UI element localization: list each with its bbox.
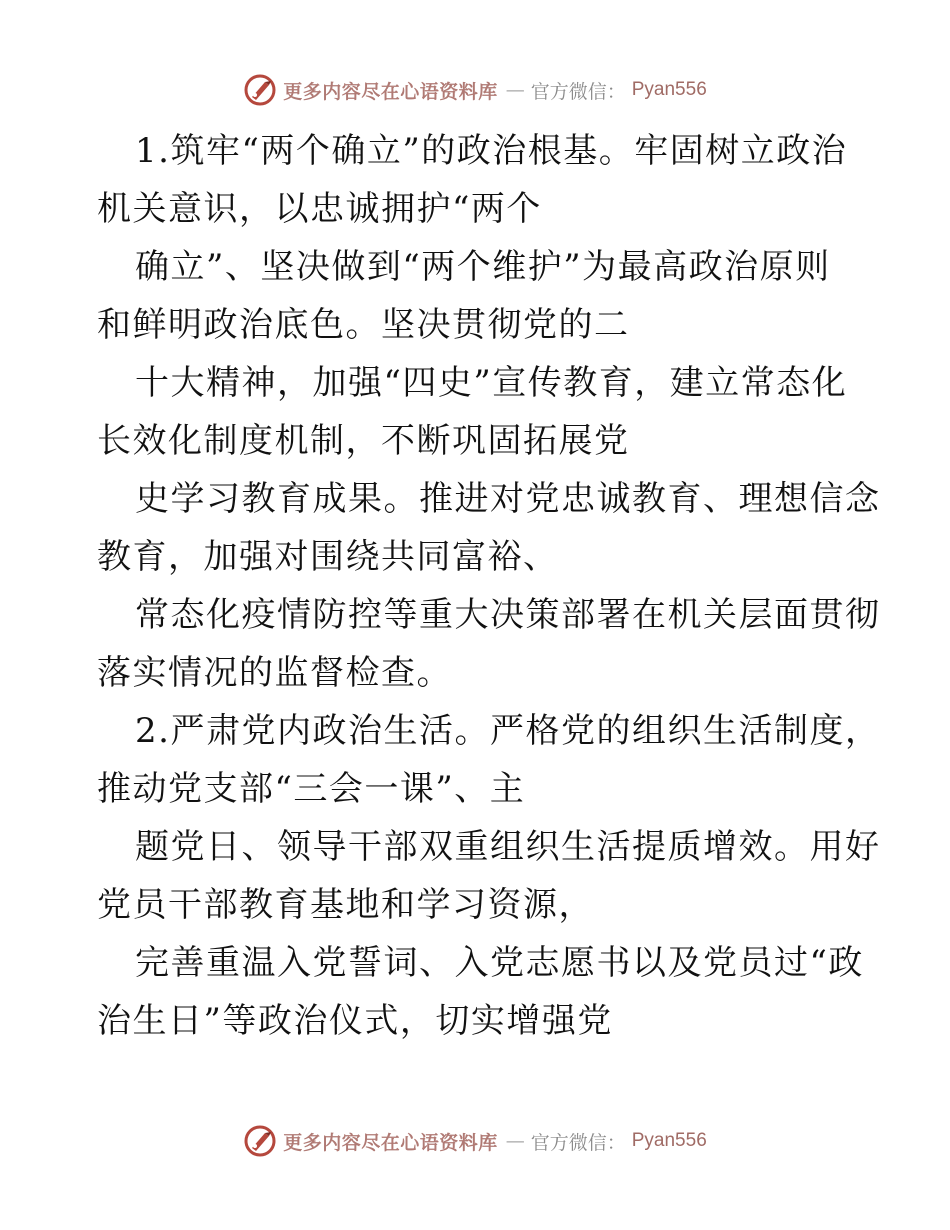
text-line: 教育，加强对围绕共同富裕、 (97, 537, 559, 577)
text-line: 落实情况的监督检查。 (97, 653, 452, 693)
text-line: 党员干部教育基地和学习资源， (97, 885, 594, 925)
text-line: 题党日、领导干部双重组织生活提质增效。用好 (135, 827, 881, 867)
pen-logo-icon (243, 1124, 277, 1158)
text-line: 和鲜明政治底色。坚决贯彻党的二 (97, 305, 630, 345)
text-line: 治生日”等政治仪式，切实增强党 (97, 1001, 613, 1041)
text-line: 2.严肃党内政治生活。严格党的组织生活制度， (135, 711, 881, 751)
watermark-dash: — (505, 79, 523, 101)
text-line: 常态化疫情防控等重大决策部署在机关层面贯彻 (135, 595, 881, 635)
text-line: 史学习教育成果。推进对党忠诚教育、理想信念 (135, 479, 881, 519)
document-body (97, 122, 881, 1050)
watermark-wechat-id: Pyan556 (631, 79, 707, 100)
text-line: 机关意识，以忠诚拥护“两个 (97, 189, 542, 229)
watermark-wechat-id: Pyan556 (631, 1130, 707, 1151)
watermark-official-label: 官方微信： (530, 1131, 626, 1154)
text-line: 推动党支部“三会一课”、主 (97, 769, 526, 809)
text-line: 长效化制度机制，不断巩固拓展党 (97, 421, 630, 461)
text-line: 完善重温入党誓词、入党志愿书以及党员过“政 (135, 943, 864, 983)
watermark-dash: — (505, 1130, 523, 1152)
header-watermark (0, 70, 950, 110)
watermark-text: 更多内容尽在心语资料库 (283, 80, 498, 103)
text-line: 1.筑牢“两个确立”的政治根基。牢固树立政治 (135, 131, 848, 171)
pen-logo-icon (243, 73, 277, 107)
text-line: 确立”、坚决做到“两个维护”为最高政治原则 (135, 247, 831, 287)
text-line: 十大精神，加强“四史”宣传教育，建立常态化 (135, 363, 848, 403)
watermark-official-label: 官方微信： (530, 80, 626, 103)
watermark-text: 更多内容尽在心语资料库 (283, 1131, 498, 1154)
footer-watermark (0, 1121, 950, 1161)
